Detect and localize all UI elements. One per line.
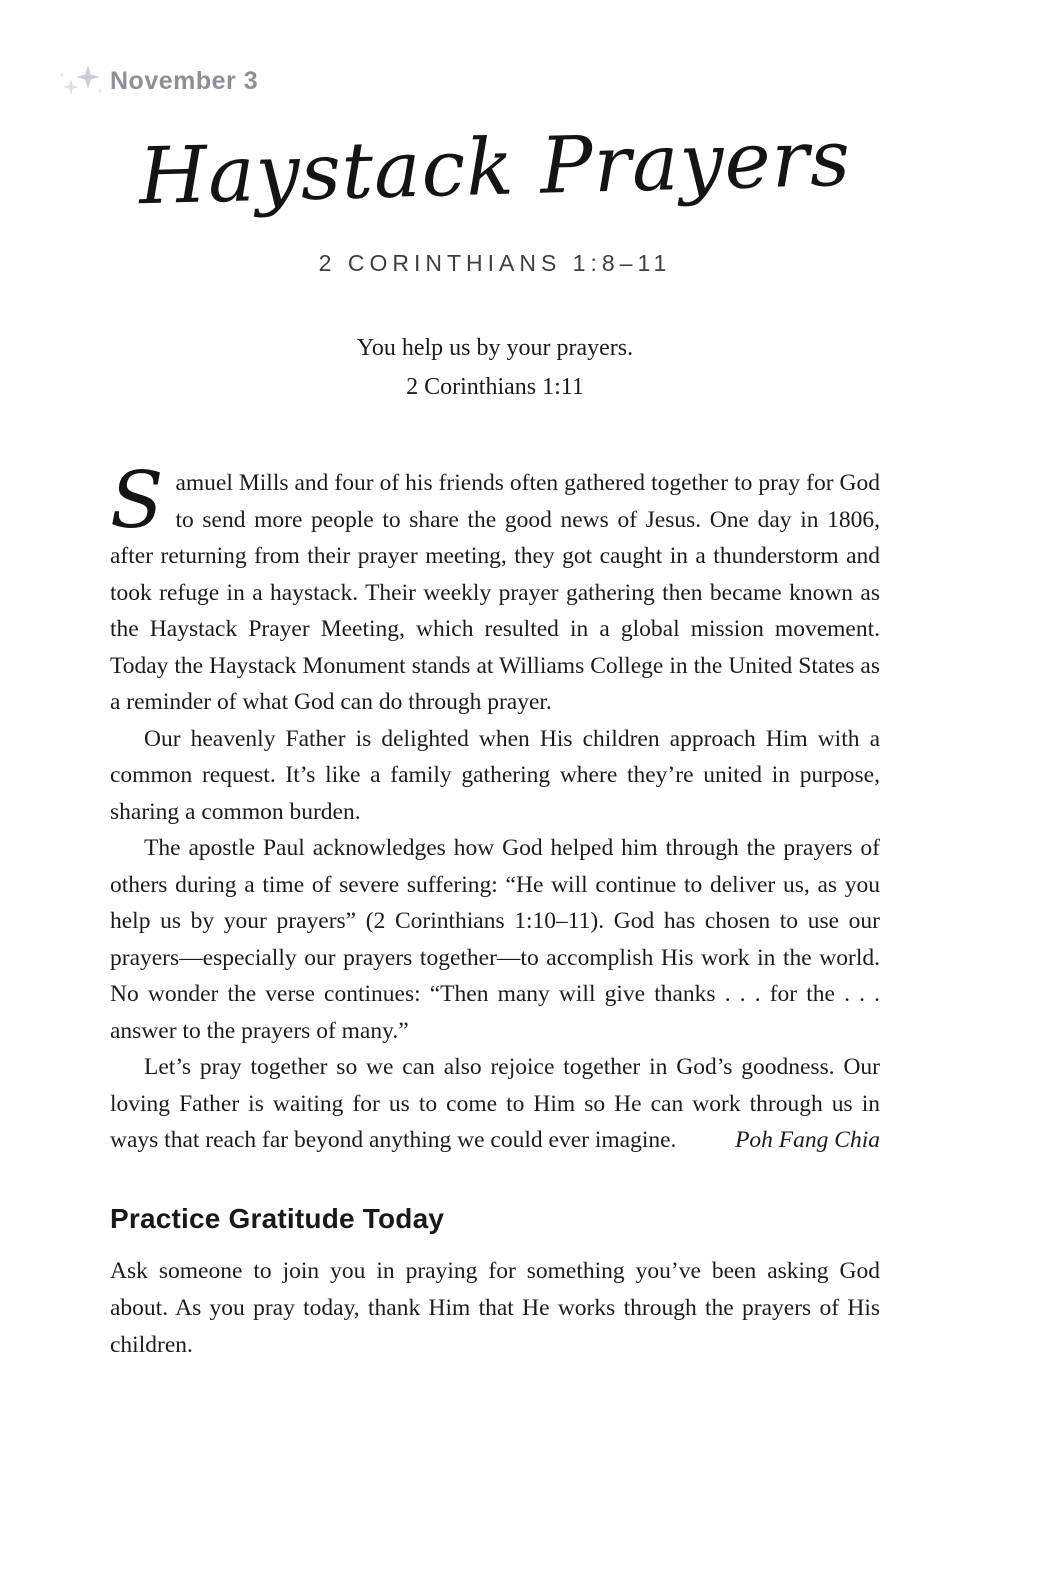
paragraph-text: The apostle Paul acknowledges how God helped him through the prayers of others during a time of severe suffering: “He will continue to deliver us, as you help us by your prayers” (2 Corinthians 1:10–11). God has chosen to use our prayers—especially our prayers together—to accomplish His work in the world. No wonder the verse continues: “Then many will give thanks . . . for the . . . answer to the prayers of many.”: [110, 835, 880, 1044]
verse-reference: 2 Corinthians 1:11: [406, 374, 584, 400]
sparkle-icon: [58, 62, 110, 100]
date-label: November 3: [110, 66, 259, 95]
practice-section: [110, 1203, 880, 1364]
body-paragraph-2: [110, 721, 880, 831]
paragraph-text: amuel Mills and four of his friends often gathered together to pray for God to send more people to share the good news of Jesus. One day in 1806, after returning from their prayer meeting, they got caught in a thunderstorm and took refuge in a haystack. Their weekly prayer gathering then became known as the Haystack Prayer Meeting, which resulted in a global mission movement. Today the Haystack Monument stands at Williams College in the United States as a reminder of what God can do through prayer.: [110, 470, 880, 715]
paragraph-text: Let’s pray together so we can also rejoice together in God’s goodness. Our loving Father is waiting for us to come to Him so He can work through us in ways that reach far beyond anything we could ever imagine.: [110, 1054, 880, 1153]
scripture-reference: 2 CORINTHIANS 1:8–11: [318, 250, 672, 276]
body-paragraph-4: [110, 1049, 880, 1159]
date-header: [58, 62, 880, 100]
body-paragraph-1: [110, 456, 880, 721]
paragraph-text: Our heavenly Father is delighted when His children approach Him with a common request. It’s like a family gathering where they’re united in purpose, sharing a common burden.: [110, 725, 880, 825]
author-attribution: Poh Fang Chia: [735, 1127, 880, 1153]
verse-block: [110, 329, 880, 407]
page-title: Haystack Prayers: [137, 113, 853, 223]
drop-cap: S: [110, 456, 164, 546]
verse-text: You help us by your prayers.: [356, 335, 634, 361]
practice-text: Ask someone to join you in praying for something you’ve been asking God about. As you pray today, thank Him that He works through the prayers of His children.: [110, 1257, 880, 1358]
devotional-body: [110, 456, 880, 1159]
practice-heading: Practice Gratitude Today: [110, 1202, 445, 1234]
body-paragraph-3: [110, 830, 880, 1049]
